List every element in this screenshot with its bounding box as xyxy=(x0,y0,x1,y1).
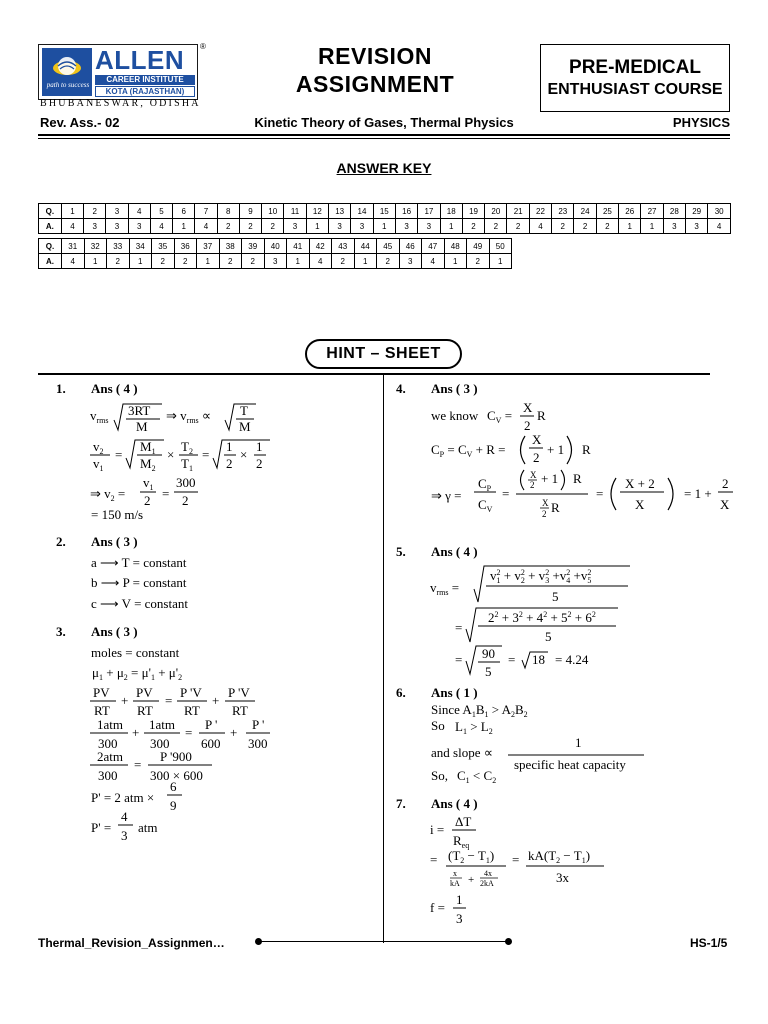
footer-filename: Thermal_Revision_Assignmen… xyxy=(38,936,225,950)
svg-text:CV: $C_V$ xyxy=(478,497,493,514)
answer-cell: 3 xyxy=(106,219,128,234)
svg-text:2: 2 xyxy=(530,480,535,490)
svg-text:R: R xyxy=(551,500,560,515)
svg-text:5: 5 xyxy=(485,664,492,679)
answer-cell: 4 xyxy=(61,219,83,234)
svg-text:ΔT: ΔT xyxy=(455,814,472,829)
question-answer: Ans ( 4 ) xyxy=(431,796,478,811)
logo-tagline: path to success xyxy=(46,81,90,89)
question-answer: Ans ( 3 ) xyxy=(431,381,478,396)
question-number-cell: 3 xyxy=(106,204,128,219)
q6-so-label-2: So, xyxy=(431,768,448,783)
title-line-2: ASSIGNMENT xyxy=(295,71,455,97)
svg-text:PV: PV xyxy=(136,685,153,700)
svg-text:R: R xyxy=(537,408,546,423)
q3-fraction-4-3 xyxy=(117,808,137,848)
svg-text:CP: $C_P$ xyxy=(478,476,492,493)
row-label-q: Q. xyxy=(39,204,62,219)
answer-cell: 2 xyxy=(467,254,490,269)
question-number-cell: 9 xyxy=(239,204,261,219)
svg-text:f =: f = xyxy=(430,900,445,915)
question-number-cell: 25 xyxy=(596,204,618,219)
q3-line: moles = constant xyxy=(91,645,180,660)
q6-so-label: So xyxy=(431,718,445,733)
answer-table-1-question-row xyxy=(39,204,731,219)
row-label-a: A. xyxy=(39,219,62,234)
question-number-cell: 36 xyxy=(174,239,197,254)
course-box xyxy=(540,44,730,112)
meta-row xyxy=(38,115,730,133)
question-number-cell: 22 xyxy=(529,204,551,219)
footer-rule xyxy=(258,941,510,942)
question-number: 6. xyxy=(396,685,406,700)
question-number-cell: 34 xyxy=(129,239,152,254)
svg-text:vrms: $v_{rms}$ xyxy=(90,408,109,425)
svg-text:X + 2: X + 2 xyxy=(625,476,655,491)
page-title xyxy=(262,42,488,98)
q1-solution-equations xyxy=(90,398,280,513)
q7-solution-equations xyxy=(430,812,630,930)
title-line-1: REVISION xyxy=(318,43,432,69)
svg-text:=: = xyxy=(162,486,170,501)
svg-text:300: 300 xyxy=(248,736,268,751)
question-number-cell: 31 xyxy=(62,239,85,254)
question-number-cell: 5 xyxy=(150,204,172,219)
svg-text:x: x xyxy=(453,869,457,878)
svg-text:R: R xyxy=(573,471,582,486)
answer-cell: 2 xyxy=(219,254,242,269)
answer-table-2-question-row xyxy=(39,239,512,254)
answer-cell: 2 xyxy=(152,254,175,269)
answer-cell: 2 xyxy=(485,219,507,234)
q3-solution-equations xyxy=(90,662,280,790)
svg-text:P '900: P '900 xyxy=(160,749,192,764)
answer-cell: 1 xyxy=(287,254,310,269)
svg-text:⇒ v2 =: ⇒ $v_2$ = xyxy=(90,486,126,503)
question-number-cell: 21 xyxy=(507,204,529,219)
q2-line: b ⟶ P = constant xyxy=(91,575,187,590)
svg-text:kA: kA xyxy=(450,879,460,888)
svg-text:3x: 3x xyxy=(556,870,569,885)
svg-text:RT: RT xyxy=(94,703,110,718)
question-number-cell: 16 xyxy=(395,204,417,219)
svg-text:+: + xyxy=(121,693,129,708)
svg-text:22 + 32 + 42 + 52 + 62: $2^2 + 3^2 + 4^2 + 5^2 + 6^2$ xyxy=(488,610,596,625)
answer-cell: 1 xyxy=(173,219,195,234)
svg-text:5: 5 xyxy=(545,629,552,644)
svg-text:×: × xyxy=(240,447,248,462)
hint-sheet-rule xyxy=(38,373,710,375)
footer-dot-left xyxy=(255,938,262,945)
answer-cell: 2 xyxy=(596,219,618,234)
row-label-q: Q. xyxy=(39,239,62,254)
subject-label: PHYSICS xyxy=(672,115,730,130)
question-number: 2. xyxy=(56,534,66,549)
answer-cell: 4 xyxy=(309,254,332,269)
svg-text:=: = xyxy=(165,693,173,708)
answer-cell: 2 xyxy=(507,219,529,234)
svg-text:CV =: $C_V$ = xyxy=(487,408,513,425)
svg-text:T: T xyxy=(240,403,248,418)
svg-text:2: 2 xyxy=(182,493,189,508)
svg-text:=: = xyxy=(455,620,463,635)
answer-cell: 1 xyxy=(373,219,395,234)
revision-number: Rev. Ass.- 02 xyxy=(40,115,120,130)
header-rule xyxy=(38,134,730,136)
question-answer: Ans ( 3 ) xyxy=(91,624,138,639)
svg-text:1: 1 xyxy=(256,439,263,454)
answer-table-1 xyxy=(38,203,731,234)
question-number-cell: 46 xyxy=(399,239,422,254)
svg-text:RT: RT xyxy=(184,703,200,718)
answer-table-2-answer-row xyxy=(39,254,512,269)
svg-text:X: X xyxy=(720,497,730,512)
question-number-cell: 12 xyxy=(306,204,328,219)
question-number-cell: 1 xyxy=(61,204,83,219)
answer-cell: 3 xyxy=(351,219,373,234)
answer-cell: 2 xyxy=(242,254,265,269)
svg-text:+: + xyxy=(230,725,238,740)
logo-institute: CAREER INSTITUTE xyxy=(95,75,195,85)
svg-text:X: X xyxy=(635,497,645,512)
svg-text:2: 2 xyxy=(256,456,263,471)
answer-key-title: ANSWER KEY xyxy=(336,160,432,176)
allen-logo xyxy=(38,44,198,100)
svg-text:9: 9 xyxy=(170,798,177,813)
answer-cell: 2 xyxy=(332,254,355,269)
answer-cell: 2 xyxy=(217,219,239,234)
question-answer: Ans ( 3 ) xyxy=(91,534,138,549)
question-number-cell: 27 xyxy=(641,204,663,219)
question-number-cell: 40 xyxy=(264,239,287,254)
svg-text:⇒ γ =: ⇒ γ = xyxy=(431,488,462,503)
svg-text:L1 > L2: $L_1 > L_2$ xyxy=(455,719,493,736)
row-label-a: A. xyxy=(39,254,62,269)
svg-text:CP = CV + R =: $C_P = C_V + R$ = xyxy=(431,442,506,459)
answer-cell: 2 xyxy=(174,254,197,269)
footer-page-number: HS-1/5 xyxy=(690,936,728,950)
svg-text:(T2 − T1): $(T_2 - T_1)$ xyxy=(448,848,495,865)
topic-title: Kinetic Theory of Gases, Thermal Physics xyxy=(254,115,514,130)
answer-cell: 2 xyxy=(262,219,284,234)
question-number-cell: 15 xyxy=(373,204,395,219)
q4-we-know: we know xyxy=(431,408,479,423)
question-number-cell: 43 xyxy=(332,239,355,254)
answer-cell: 3 xyxy=(663,219,685,234)
question-number-cell: 50 xyxy=(489,239,512,254)
svg-text:2kA: 2kA xyxy=(480,879,494,888)
question-number-cell: 7 xyxy=(195,204,217,219)
question-number-cell: 13 xyxy=(328,204,350,219)
svg-text:=: = xyxy=(115,447,123,462)
question-answer: Ans ( 4 ) xyxy=(91,381,138,396)
svg-text:= 4.24: = 4.24 xyxy=(555,652,589,667)
q4-solution-equations xyxy=(430,398,740,523)
answer-cell: 2 xyxy=(574,219,596,234)
svg-text:=: = xyxy=(455,652,463,667)
question-number-cell: 19 xyxy=(462,204,484,219)
question-number-cell: 33 xyxy=(107,239,130,254)
svg-text:+ 1: + 1 xyxy=(547,442,565,457)
svg-text:300: 300 xyxy=(176,475,196,490)
answer-cell: 3 xyxy=(328,219,350,234)
answer-cell: 3 xyxy=(84,219,106,234)
svg-text:2: 2 xyxy=(533,450,540,465)
question-number-cell: 30 xyxy=(708,204,731,219)
question-number-cell: 47 xyxy=(422,239,445,254)
svg-text:1atm: 1atm xyxy=(149,717,175,732)
svg-text:600: 600 xyxy=(201,736,221,751)
answer-cell: 4 xyxy=(195,219,217,234)
question-number-cell: 35 xyxy=(152,239,175,254)
svg-text:2: 2 xyxy=(542,509,547,519)
question-number-cell: 24 xyxy=(574,204,596,219)
answer-cell: 1 xyxy=(489,254,512,269)
logo-brand: ALLEN xyxy=(95,45,185,75)
header-rule-thin xyxy=(38,138,730,139)
svg-text:=: = xyxy=(512,852,520,867)
answer-cell: 2 xyxy=(377,254,400,269)
svg-text:v1: $v_1$ xyxy=(143,475,154,492)
svg-text:C1 < C2: $C_1 < C_2$ xyxy=(457,768,497,785)
globe-icon xyxy=(48,54,86,78)
svg-text:M: M xyxy=(239,419,251,434)
svg-text:2: 2 xyxy=(722,476,729,491)
column-divider xyxy=(383,373,384,943)
svg-text:X: X xyxy=(523,400,533,415)
svg-text:3: 3 xyxy=(456,911,463,926)
answer-cell: 3 xyxy=(128,219,150,234)
question-number: 3. xyxy=(56,624,66,639)
question-number-cell: 39 xyxy=(242,239,265,254)
svg-text:specific heat capacity: specific heat capacity xyxy=(514,757,626,772)
svg-text:2: 2 xyxy=(226,456,233,471)
question-number-cell: 14 xyxy=(351,204,373,219)
question-answer: Ans ( 1 ) xyxy=(431,685,478,700)
svg-text:6: 6 xyxy=(170,779,177,794)
svg-text:=: = xyxy=(202,447,210,462)
svg-text:=: = xyxy=(508,652,516,667)
question-number-cell: 10 xyxy=(262,204,284,219)
svg-text:R: R xyxy=(582,442,591,457)
q2-line: a ⟶ T = constant xyxy=(91,555,187,570)
svg-text:P 'V: P 'V xyxy=(180,685,202,700)
svg-text:3: 3 xyxy=(121,828,128,843)
question-number-cell: 38 xyxy=(219,239,242,254)
svg-text:X: X xyxy=(542,498,549,508)
svg-text:+: + xyxy=(132,725,140,740)
svg-text:⇒ vrms ∝: ⇒ $v_{rms}$ ∝ xyxy=(166,408,212,425)
answer-cell: 4 xyxy=(62,254,85,269)
svg-text:1atm: 1atm xyxy=(97,717,123,732)
svg-text:4: 4 xyxy=(121,809,128,824)
answer-cell: 4 xyxy=(708,219,731,234)
svg-text:=: = xyxy=(185,725,193,740)
answer-cell: 4 xyxy=(529,219,551,234)
svg-text:M2: $M_2$ xyxy=(140,456,156,473)
answer-table-1-answer-row xyxy=(39,219,731,234)
answer-cell: 1 xyxy=(444,254,467,269)
svg-text:M: M xyxy=(136,419,148,434)
question-number-cell: 32 xyxy=(84,239,107,254)
svg-text:RT: RT xyxy=(137,703,153,718)
svg-text:v2: $v_2$ xyxy=(93,439,104,456)
question-number-cell: 23 xyxy=(552,204,574,219)
svg-text:μ1 + μ2 = μ'1 + μ'2: $\mu_1 + \mu_2 = \mu'_1 + \mu'_2$ xyxy=(92,665,183,682)
svg-text:3RT: 3RT xyxy=(128,403,151,418)
question-number-cell: 18 xyxy=(440,204,462,219)
answer-cell: 1 xyxy=(440,219,462,234)
svg-text:300: 300 xyxy=(98,768,118,783)
svg-text:v21 + v22 + v23 +v24 +v25: $v^2$ $1 + v^2$ $2 + v^2$ $3 +v^2$ $4 +v^2$ 5 xyxy=(490,568,592,585)
q3-pprime-line: P' = 2 atm × xyxy=(91,790,155,805)
svg-text:M1: $M_1$ xyxy=(140,439,156,456)
svg-text:5: 5 xyxy=(552,589,559,604)
svg-text:4x: 4x xyxy=(484,869,492,878)
question-number-cell: 28 xyxy=(663,204,685,219)
answer-cell: 3 xyxy=(264,254,287,269)
registered-mark: ® xyxy=(200,42,206,51)
footer-dot-right xyxy=(505,938,512,945)
svg-text:i =: i = xyxy=(430,822,445,837)
answer-cell: 4 xyxy=(422,254,445,269)
question-number-cell: 11 xyxy=(284,204,306,219)
question-number: 1. xyxy=(56,381,66,396)
svg-text:+: + xyxy=(212,693,220,708)
question-number-cell: 8 xyxy=(217,204,239,219)
svg-text:kA(T2 − T1): $kA(T_2 - T_1)$ xyxy=(528,848,591,865)
q5-solution-equations xyxy=(430,562,650,682)
svg-text:+: + xyxy=(468,874,475,886)
svg-text:= 1 +: = 1 + xyxy=(684,486,712,501)
question-number-cell: 49 xyxy=(467,239,490,254)
svg-text:300: 300 xyxy=(98,736,118,751)
logo-city: BHUBANESWAR, ODISHA xyxy=(40,98,201,109)
question-number-cell: 44 xyxy=(354,239,377,254)
answer-cell: 1 xyxy=(129,254,152,269)
svg-text:2atm: 2atm xyxy=(97,749,123,764)
logo-emblem-panel xyxy=(42,48,92,96)
answer-cell: 3 xyxy=(418,219,440,234)
q3-atm-unit: atm xyxy=(138,820,158,835)
question-number-cell: 4 xyxy=(128,204,150,219)
svg-text:=: = xyxy=(134,757,142,772)
answer-cell: 1 xyxy=(306,219,328,234)
svg-text:RT: RT xyxy=(232,703,248,718)
question-number-cell: 2 xyxy=(84,204,106,219)
svg-text:P 'V: P 'V xyxy=(228,685,250,700)
answer-cell: 3 xyxy=(284,219,306,234)
answer-cell: 3 xyxy=(395,219,417,234)
logo-location: KOTA (RAJASTHAN) xyxy=(95,86,195,97)
svg-text:v1: $v_1$ xyxy=(93,456,104,473)
svg-text:PV: PV xyxy=(93,685,110,700)
q3-pprime-final: P' = xyxy=(91,820,112,835)
svg-text:1: 1 xyxy=(456,892,463,907)
svg-text:300: 300 xyxy=(150,736,170,751)
question-number-cell: 45 xyxy=(377,239,400,254)
course-line-2: ENTHUSIAST COURSE xyxy=(547,81,723,98)
question-number: 7. xyxy=(396,796,406,811)
question-number-cell: 29 xyxy=(685,204,707,219)
hint-sheet-title: HINT – SHEET xyxy=(305,339,462,369)
question-number-cell: 17 xyxy=(418,204,440,219)
answer-cell: 1 xyxy=(84,254,107,269)
svg-text:P ': P ' xyxy=(205,717,218,732)
answer-cell: 2 xyxy=(107,254,130,269)
svg-text:T1: $T_1$ xyxy=(181,456,193,473)
svg-text:X: X xyxy=(530,470,537,480)
svg-text:1: 1 xyxy=(575,735,582,750)
question-number-cell: 41 xyxy=(287,239,310,254)
question-number-cell: 20 xyxy=(485,204,507,219)
question-number-cell: 42 xyxy=(309,239,332,254)
question-answer: Ans ( 4 ) xyxy=(431,544,478,559)
question-number-cell: 48 xyxy=(444,239,467,254)
answer-cell: 3 xyxy=(399,254,422,269)
answer-cell: 4 xyxy=(150,219,172,234)
svg-text:300 × 600: 300 × 600 xyxy=(150,768,203,783)
answer-cell: 3 xyxy=(685,219,707,234)
svg-text:18: 18 xyxy=(532,652,545,667)
svg-text:+ 1: + 1 xyxy=(541,471,559,486)
svg-text:=: = xyxy=(430,852,438,867)
answer-cell: 2 xyxy=(239,219,261,234)
answer-cell: 1 xyxy=(197,254,220,269)
answer-cell: 2 xyxy=(552,219,574,234)
svg-text:90: 90 xyxy=(482,646,495,661)
q1-result: = 150 m/s xyxy=(91,507,144,522)
question-number-cell: 37 xyxy=(197,239,220,254)
answer-cell: 1 xyxy=(619,219,641,234)
svg-text:vrms =: $v_{rms}$ = xyxy=(430,580,460,597)
answer-cell: 2 xyxy=(462,219,484,234)
course-line-1: PRE-MEDICAL xyxy=(569,57,701,78)
svg-text:×: × xyxy=(167,447,175,462)
answer-table-2 xyxy=(38,238,512,269)
svg-text:P ': P ' xyxy=(252,717,265,732)
q2-line: c ⟶ V = constant xyxy=(91,596,188,611)
question-number: 4. xyxy=(396,381,406,396)
answer-cell: 1 xyxy=(641,219,663,234)
svg-text:=: = xyxy=(502,486,510,501)
question-number-cell: 6 xyxy=(173,204,195,219)
question-number: 5. xyxy=(396,544,406,559)
svg-text:Since A1B1 > A2B2: Since $A_1B_1 > A_2B_2$ xyxy=(431,702,528,719)
svg-text:2: 2 xyxy=(524,418,531,433)
svg-text:2: 2 xyxy=(144,493,151,508)
svg-text:X: X xyxy=(532,432,542,447)
q3-fraction-6-9 xyxy=(166,778,186,818)
svg-text:=: = xyxy=(596,486,604,501)
question-number-cell: 26 xyxy=(619,204,641,219)
svg-text:Req: $R_{eq}$ xyxy=(453,833,470,850)
answer-cell: 1 xyxy=(354,254,377,269)
q6-slope-label: and slope ∝ xyxy=(431,745,493,760)
svg-text:1: 1 xyxy=(226,439,233,454)
svg-text:T2: $T_2$ xyxy=(181,439,193,456)
